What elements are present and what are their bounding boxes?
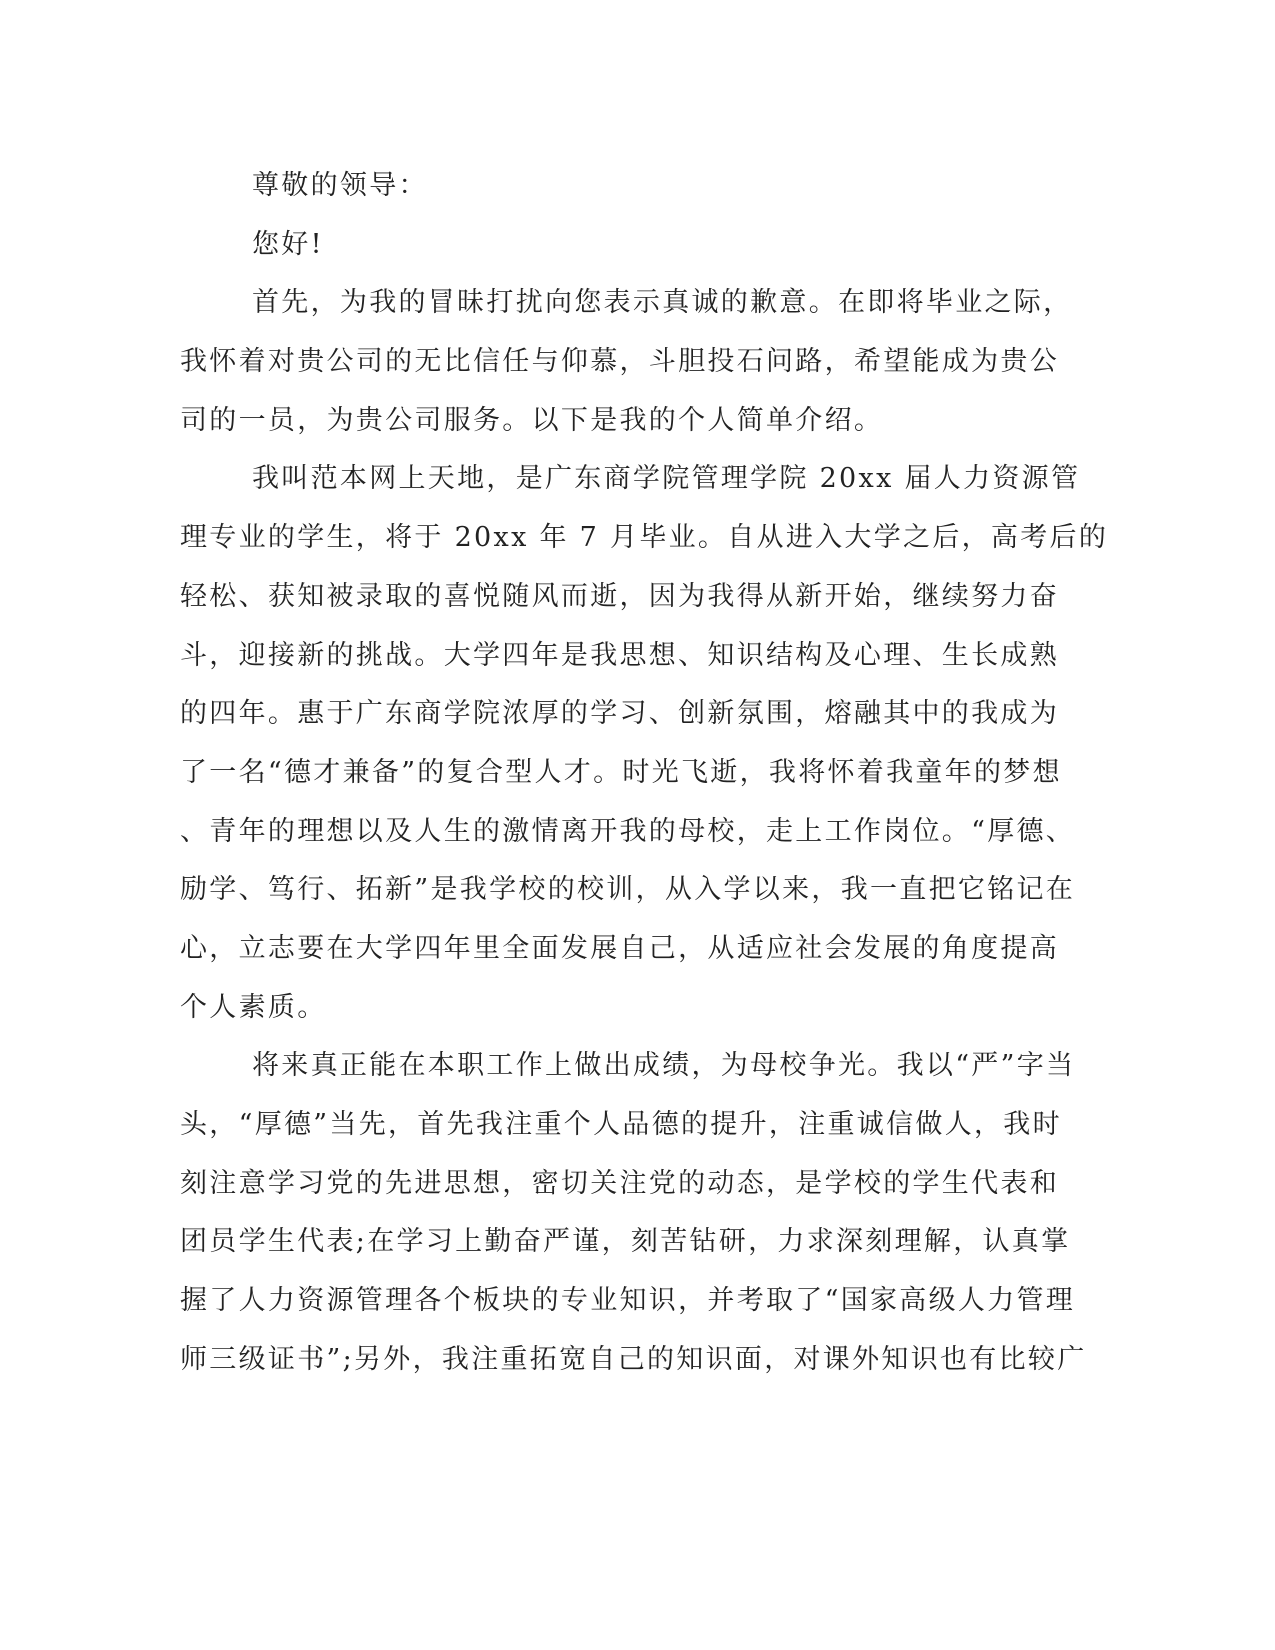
paragraph-line: 握了人力资源管理各个板块的专业知识，并考取了“国家高级人力管理 [180, 1285, 1076, 1317]
greeting: 您好! [252, 228, 324, 260]
paragraph-line: 师三级证书”;另外，我注重拓宽自己的知识面，对课外知识也有比较广 [180, 1343, 1087, 1375]
paragraph-line: 励学、笃行、拓新”是我学校的校训，从入学以来，我一直把它铭记在 [180, 874, 1076, 906]
paragraph-character [180, 1037, 1110, 1389]
paragraph-line: 司的一员，为贵公司服务。以下是我的个人简单介绍。 [180, 404, 884, 436]
paragraph-line: 将来真正能在本职工作上做出成绩，为母校争光。我以“严”字当 [252, 1050, 1076, 1082]
paragraph-intro [180, 274, 1110, 450]
paragraph-line: 刻注意学习党的先进思想，密切关注党的动态，是学校的学生代表和 [180, 1167, 1059, 1199]
salutation: 尊敬的领导： [252, 170, 428, 201]
paragraph-line: 斗，迎接新的挑战。大学四年是我思想、知识结构及心理、生长成熟 [180, 639, 1059, 671]
paragraph-background [180, 450, 1110, 1037]
paragraph-line: 头，“厚德”当先，首先我注重个人品德的提升，注重诚信做人，我时 [180, 1109, 1062, 1140]
paragraph-line: 我怀着对贵公司的无比信任与仰慕，斗胆投石问路，希望能成为贵公 [180, 346, 1059, 378]
paragraph-line: 理专业的学生，将于 20xx 年 7 月毕业。自从进入大学之后，高考后的 [180, 522, 1109, 554]
paragraph-line: 首先，为我的冒昧打扰向您表示真诚的歉意。在即将毕业之际， [252, 287, 1073, 319]
paragraph-line: 轻松、获知被录取的喜悦随风而逝，因为我得从新开始，继续努力奋 [180, 580, 1059, 612]
paragraph-line: 、青年的理想以及人生的激情离开我的母校，走上工作岗位。“厚德、 [180, 815, 1076, 847]
paragraph-line: 心，立志要在大学四年里全面发展自己，从适应社会发展的角度提高 [180, 932, 1059, 964]
paragraph-line: 个人素质。 [180, 991, 327, 1023]
paragraph-line: 的四年。惠于广东商学院浓厚的学习、创新氛围，熔融其中的我成为 [180, 698, 1059, 730]
cover-letter-body [180, 157, 1110, 1389]
paragraph-line: 团员学生代表;在学习上勤奋严谨，刻苦钻研，力求深刻理解，认真掌 [180, 1226, 1071, 1258]
paragraph-line: 了一名“德才兼备”的复合型人才。时光飞逝，我将怀着我童年的梦想 [180, 756, 1062, 788]
paragraph-line: 我叫范本网上天地，是广东商学院管理学院 20xx 届人力资源管 [252, 463, 1081, 495]
